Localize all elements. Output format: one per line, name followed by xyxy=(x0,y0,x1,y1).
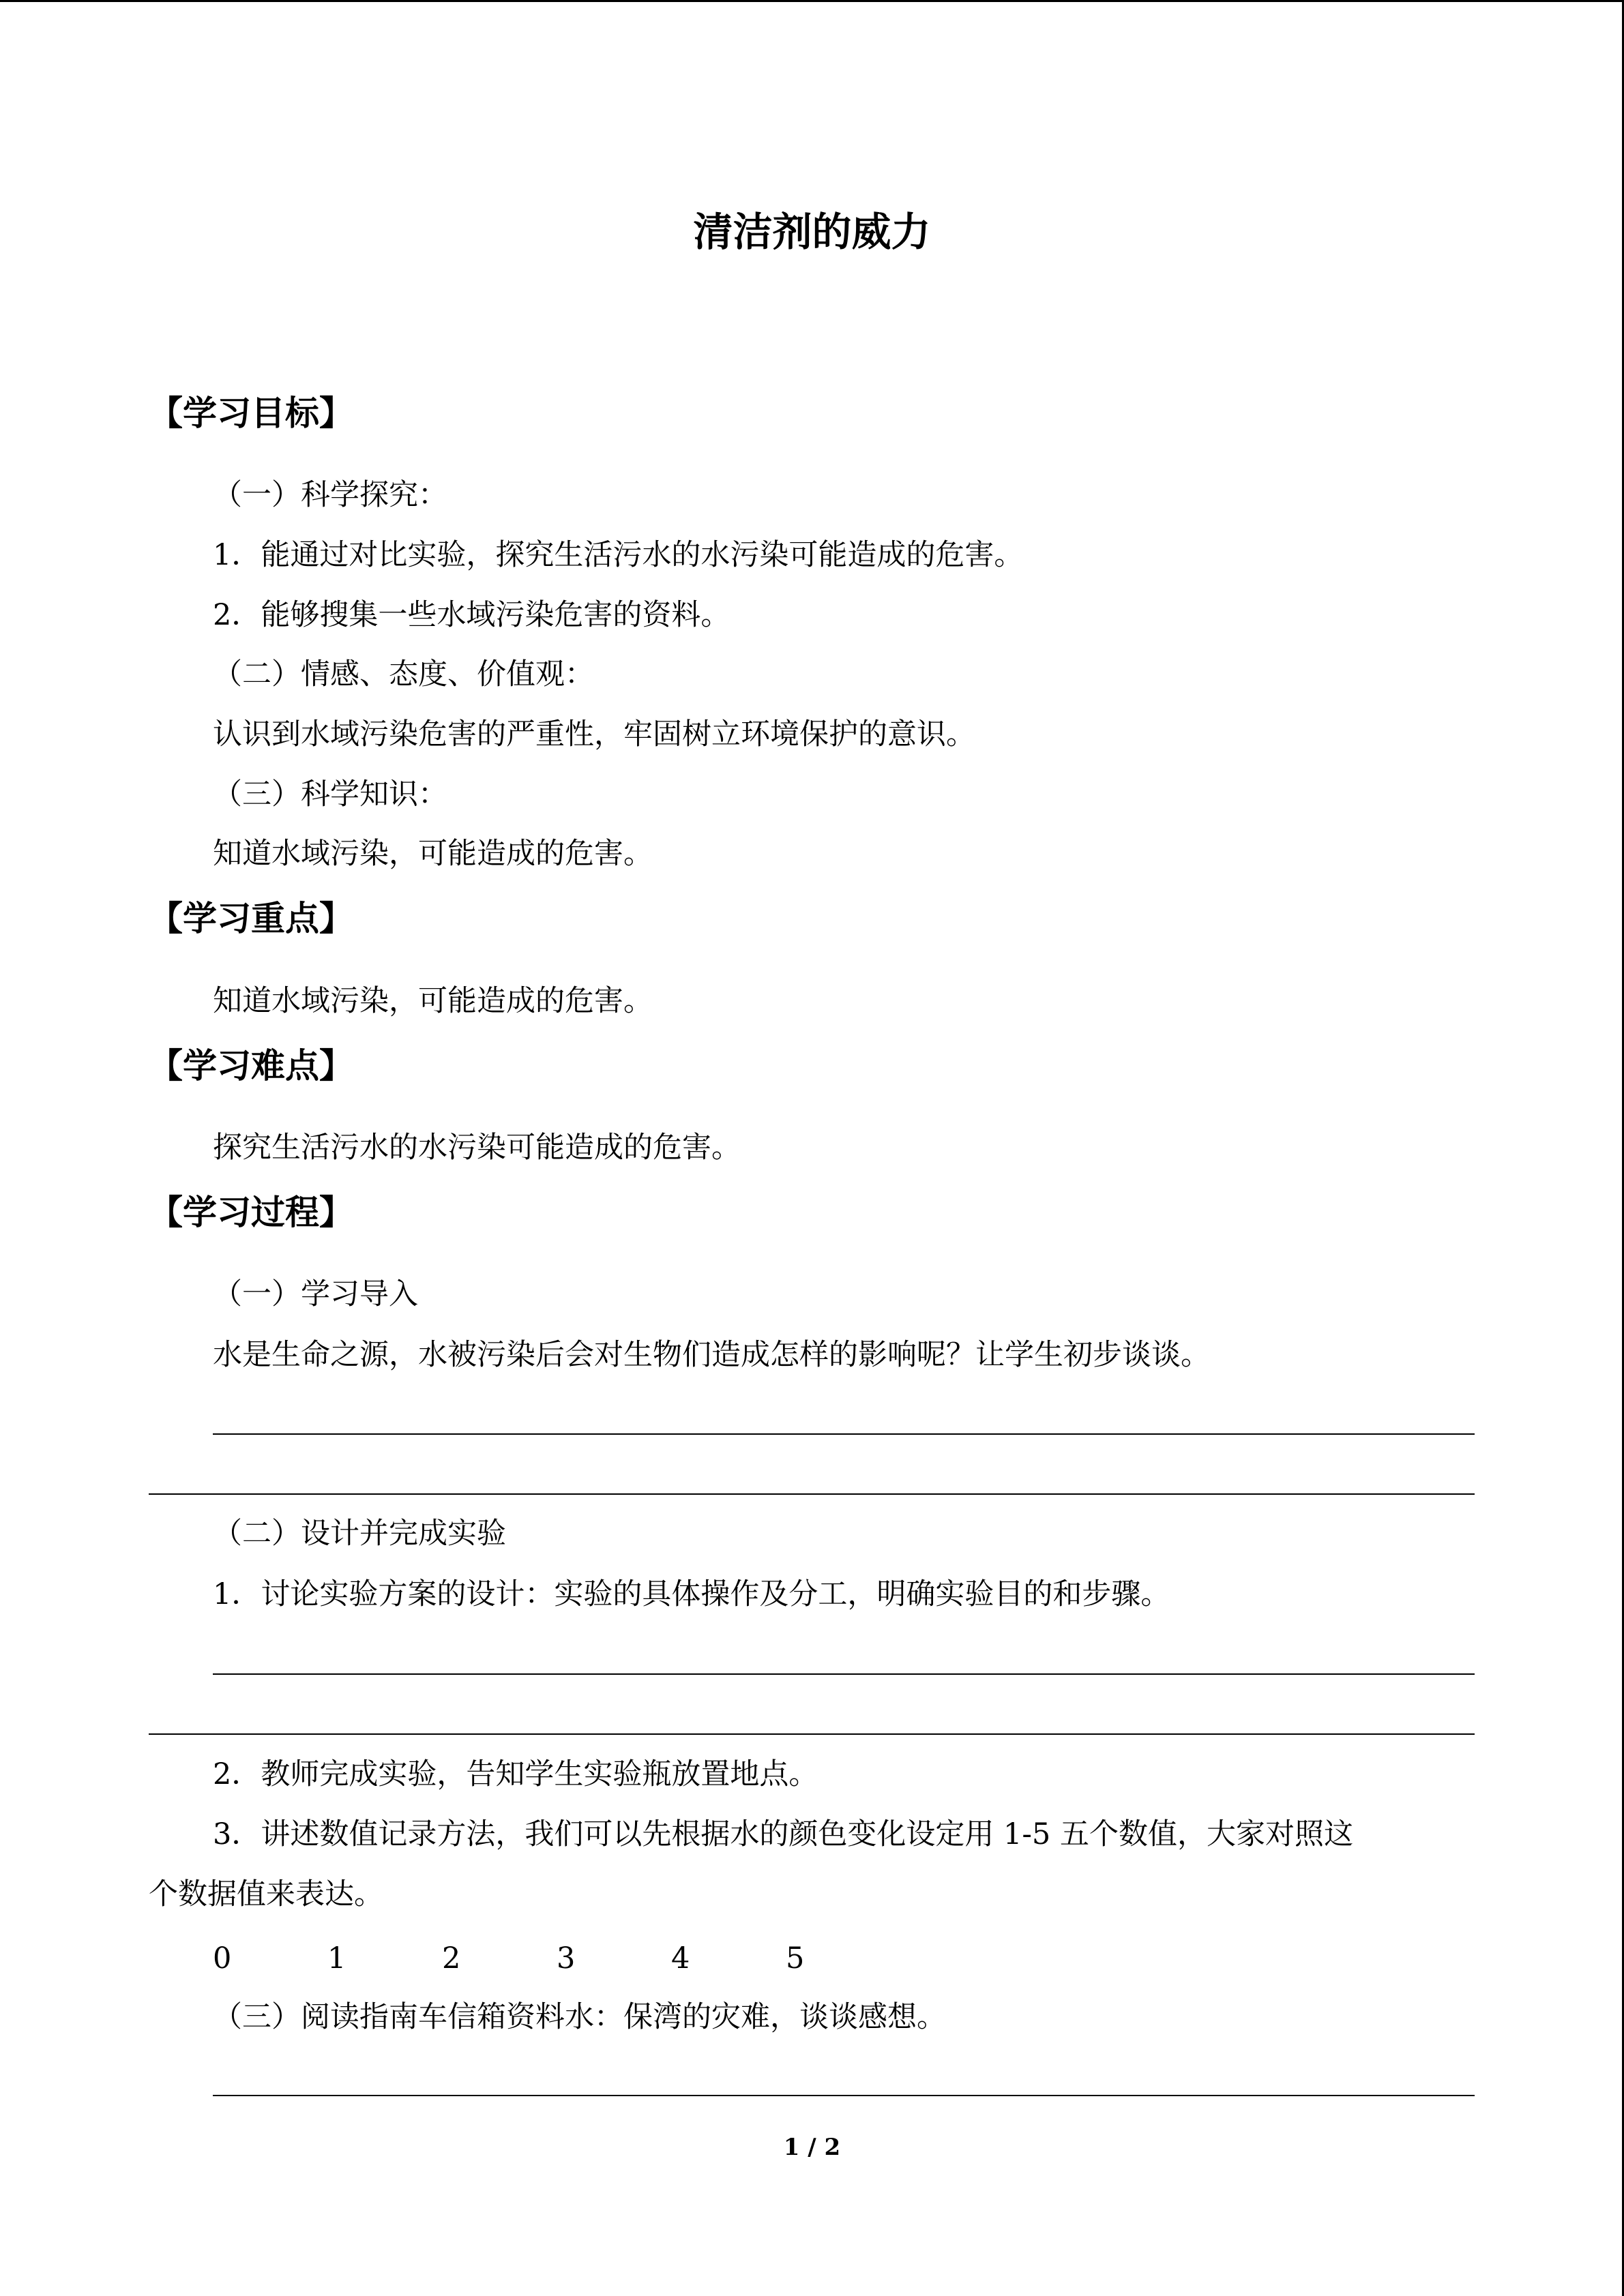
process-sub2: （二）设计并完成实验 xyxy=(213,1517,506,1551)
objectives-item2: 2．能够搜集一些水域污染危害的资料。 xyxy=(213,598,730,632)
objectives-sub3: （三）科学知识： xyxy=(213,777,447,811)
objectives-text2: 认识到水域污染危害的严重性，牢固树立环境保护的意识。 xyxy=(213,717,975,751)
scale-value: 0 xyxy=(213,1941,232,1976)
answer-line xyxy=(149,1493,1475,1495)
process-text1: 水是生命之源，水被污染后会对生物们造成怎样的影响呢？让学生初步谈谈。 xyxy=(213,1338,1210,1372)
document-title: 清洁剂的威力 xyxy=(693,209,931,255)
process-item3-line2: 个数据值来表达。 xyxy=(149,1877,383,1911)
answer-line xyxy=(213,1673,1475,1675)
process-item1: 1．讨论实验方案的设计：实验的具体操作及分工，明确实验目的和步骤。 xyxy=(213,1577,1170,1611)
heading-key-points: 【学习重点】 xyxy=(149,899,353,938)
process-sub1: （一）学习导入 xyxy=(213,1277,418,1311)
scale-value: 2 xyxy=(442,1941,461,1976)
objectives-text3: 知道水域污染，可能造成的危害。 xyxy=(213,837,653,871)
page-border-top xyxy=(0,0,1624,2)
process-sub3: （三）阅读指南车信箱资料水：保湾的灾难，谈谈感想。 xyxy=(213,2000,946,2034)
page-number: 1 / 2 xyxy=(783,2134,841,2161)
heading-objectives: 【学习目标】 xyxy=(149,393,353,433)
objectives-sub2: （二）情感、态度、价值观： xyxy=(213,657,594,691)
answer-line xyxy=(213,2095,1475,2096)
scale-value: 5 xyxy=(786,1941,805,1976)
scale-value: 4 xyxy=(671,1941,690,1976)
scale-value: 1 xyxy=(327,1941,346,1976)
answer-line xyxy=(149,1733,1475,1735)
objectives-item1: 1．能通过对比实验，探究生活污水的水污染可能造成的危害。 xyxy=(213,538,1024,572)
scale-value: 3 xyxy=(557,1941,576,1976)
process-item3-line1: 3．讲述数值记录方法，我们可以先根据水的颜色变化设定用 1-5 五个数值，大家对照这 xyxy=(213,1817,1353,1851)
heading-difficulties: 【学习难点】 xyxy=(149,1046,353,1086)
process-item2: 2．教师完成实验，告知学生实验瓶放置地点。 xyxy=(213,1757,818,1791)
objectives-sub1: （一）科学探究： xyxy=(213,478,447,512)
answer-line xyxy=(213,1433,1475,1435)
heading-process: 【学习过程】 xyxy=(149,1193,353,1232)
key-points-text: 知道水域污染，可能造成的危害。 xyxy=(213,984,653,1018)
difficulties-text: 探究生活污水的水污染可能造成的危害。 xyxy=(213,1131,741,1165)
